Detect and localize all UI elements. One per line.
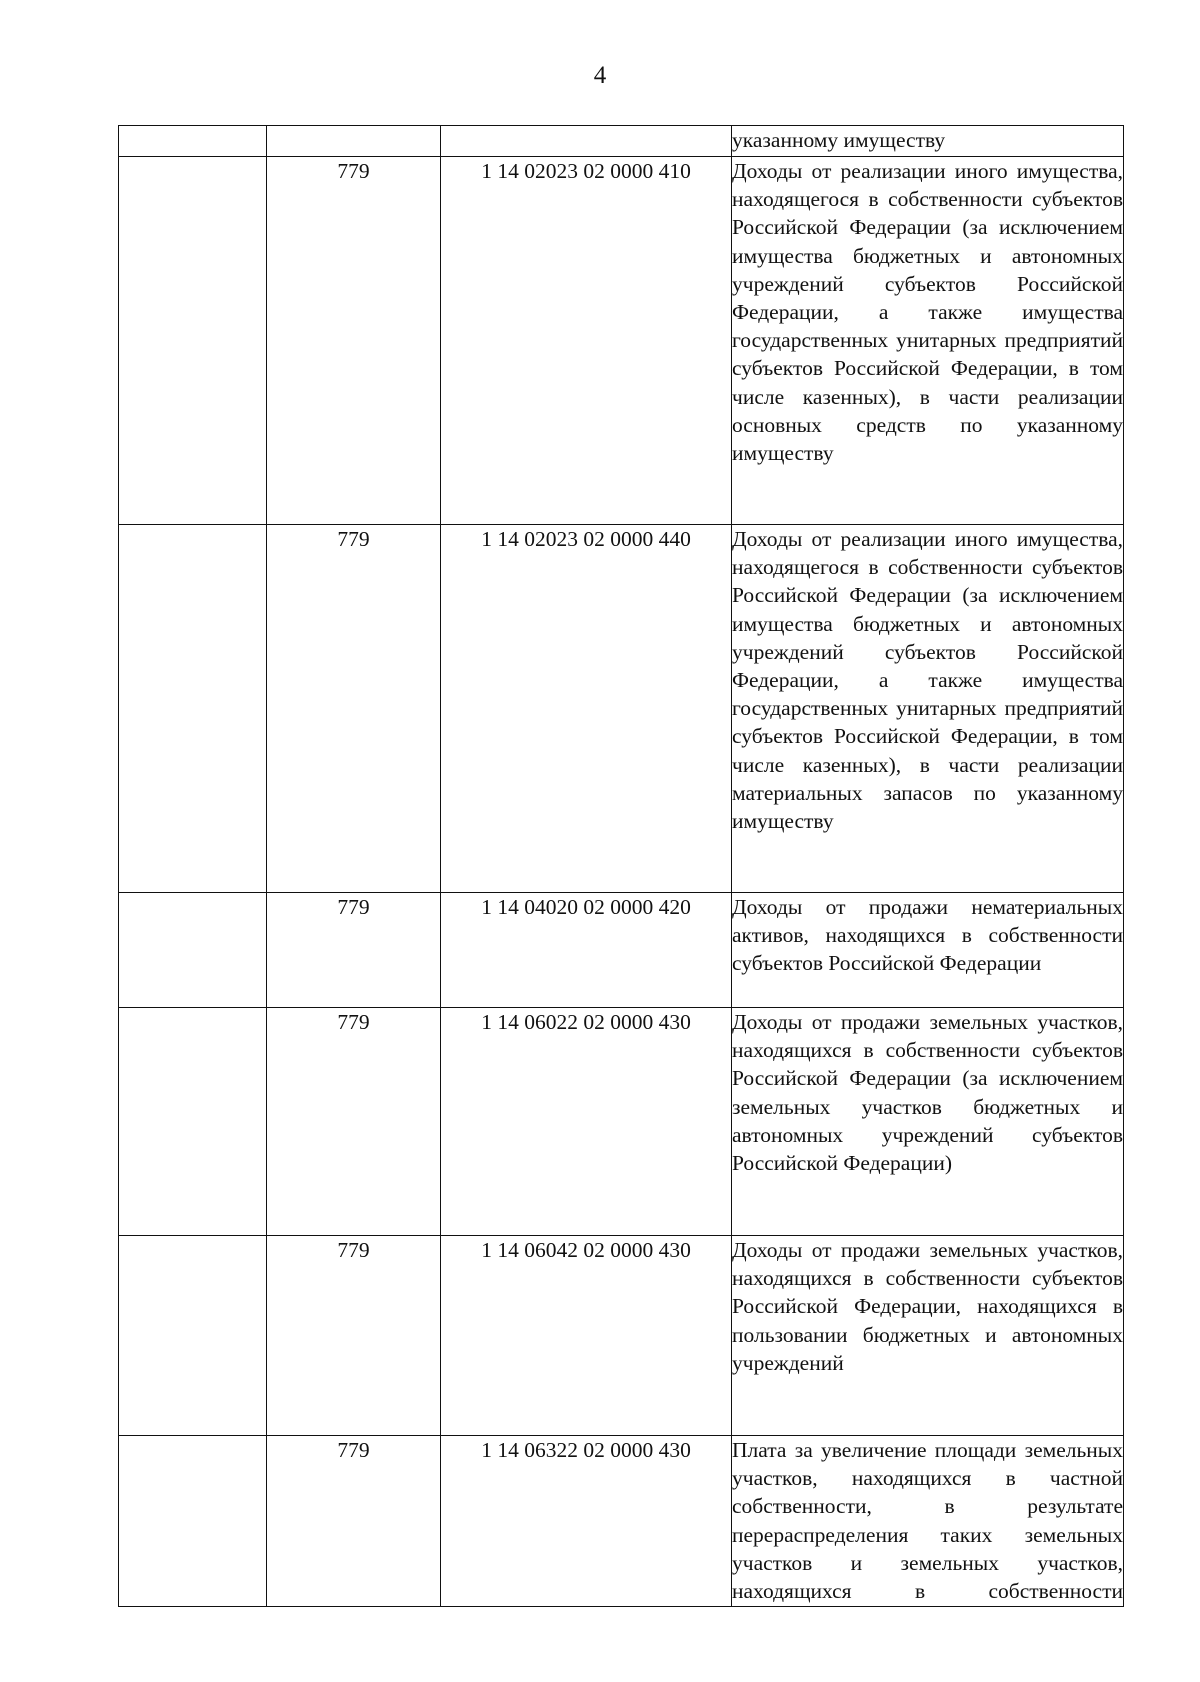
income-description: Доходы от реализации иного имущества, находящегося в собственности субъектов Российской Федерации (за исключением имущества бюджетных и автономных учреждений субъектов Российской Федерации, а также имущества государственных унитарных предприятий субъектов Российской Федерации, в том числе казенных), в части реализации основных средств по указанному имуществу [732,157,1124,525]
income-description: Доходы от реализации иного имущества, находящегося в собственности субъектов Российской Федерации (за исключением имущества бюджетных и автономных учреждений субъектов Российской Федерации, а также имущества государственных унитарных предприятий субъектов Российской Федерации, в том числе казенных), в части реализации материальных запасов по указанному имуществу [732,525,1124,893]
income-description: Плата за увеличение площади земельных участков, находящихся в частной собственности, в результате перераспределения таких земельных участков и земельных участков, находящихся в собственности [732,1436,1124,1607]
table-row [119,1236,1124,1436]
admin-code: 779 [267,1236,441,1436]
cell-empty [119,126,267,157]
table-row [119,1008,1124,1236]
income-code: 1 14 06322 02 0000 430 [441,1436,732,1607]
admin-code: 779 [267,1008,441,1236]
admin-code: 779 [267,525,441,893]
table-row [119,157,1124,525]
income-description: Доходы от продажи земельных участков, находящихся в собственности субъектов Российской Федерации, находящихся в пользовании бюджетных и автономных учреждений [732,1236,1124,1436]
cell-empty [119,157,267,525]
cell-empty [267,126,441,157]
continuation-description: указанному имуществу [732,126,1124,157]
cell-empty [119,1436,267,1607]
cell-empty [119,1008,267,1236]
table-row [119,1436,1124,1607]
income-code: 1 14 02023 02 0000 440 [441,525,732,893]
page-number: 4 [593,62,607,89]
admin-code: 779 [267,1436,441,1607]
admin-code: 779 [267,157,441,525]
admin-code: 779 [267,893,441,1008]
table-row-continuation [119,126,1124,157]
income-code: 1 14 06042 02 0000 430 [441,1236,732,1436]
income-code: 1 14 04020 02 0000 420 [441,893,732,1008]
income-codes-table [118,125,1124,1607]
income-code: 1 14 02023 02 0000 410 [441,157,732,525]
table-row [119,893,1124,1008]
cell-empty [119,525,267,893]
income-description: Доходы от продажи земельных участков, находящихся в собственности субъектов Российской Федерации (за исключением земельных участков бюджетных и автономных учреждений субъектов Российской Федерации) [732,1008,1124,1236]
cell-empty [441,126,732,157]
table-row [119,525,1124,893]
income-description: Доходы от продажи нематериальных активов, находящихся в собственности субъектов Российской Федерации [732,893,1124,1008]
cell-empty [119,1236,267,1436]
income-code: 1 14 06022 02 0000 430 [441,1008,732,1236]
cell-empty [119,893,267,1008]
